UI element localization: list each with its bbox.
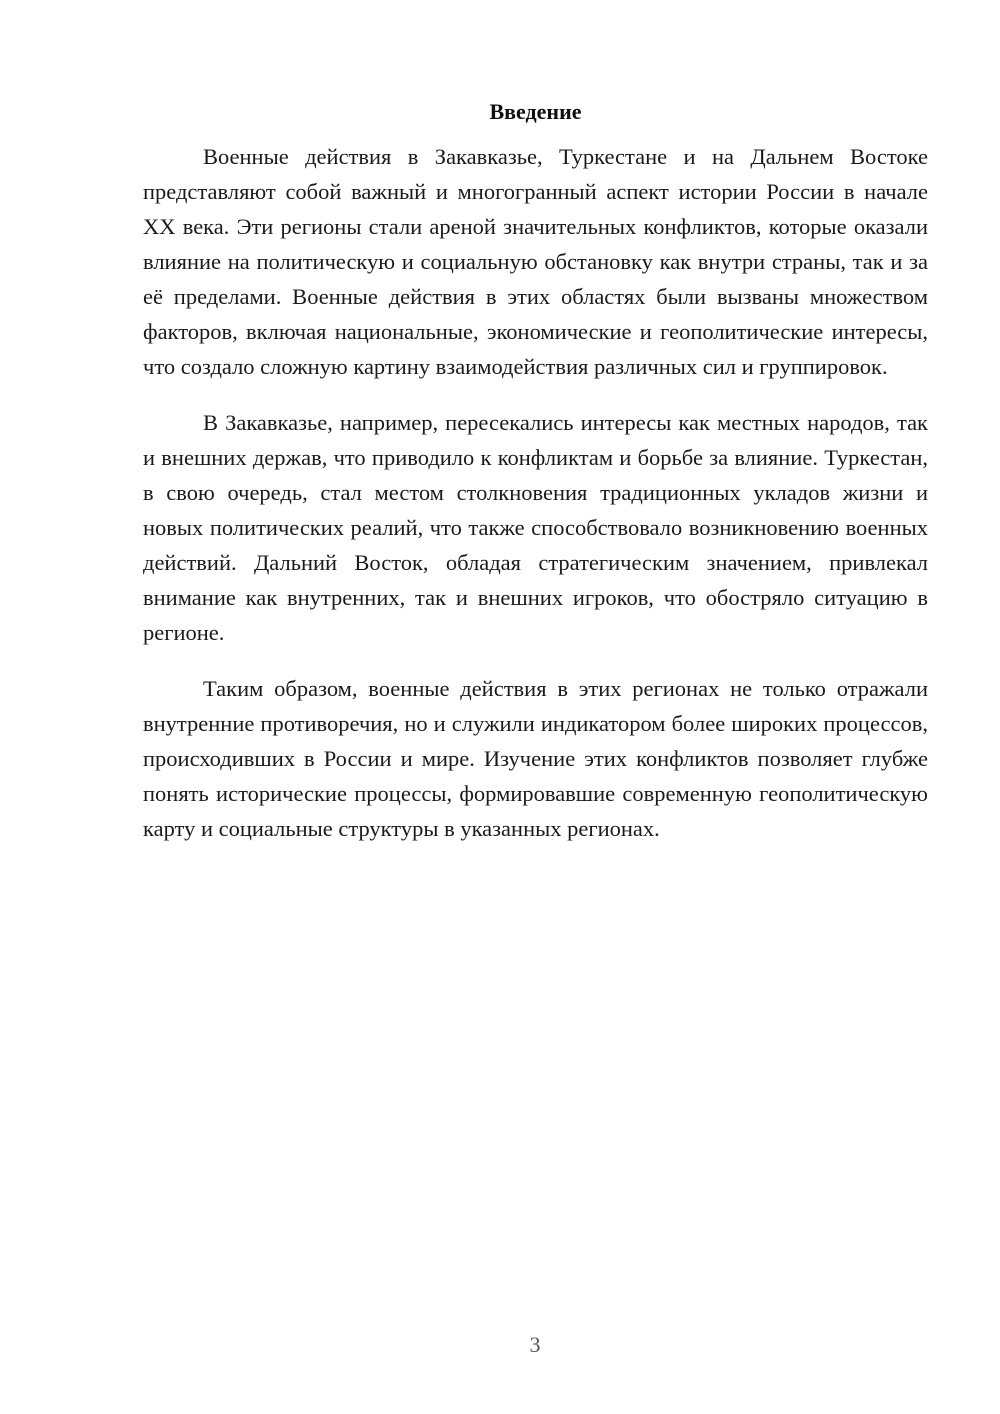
page-title: Введение <box>489 99 582 124</box>
paragraph-1: Военные действия в Закавказье, Туркестане и на Дальнем Востоке представляют собой важный и многогранный аспект истории России в начале XX века. Эти регионы стали ареной значительных конфликтов, которые оказали влияние на политическую и социальную обстановку как внутри страны, так и за её пределами. Военные действия в этих областях были вызваны множеством факторов, включая национальные, экономические и геополитические интересы, что создало сложную картину взаимодействия различных сил и группировок. <box>143 144 928 379</box>
paragraph-3: Таким образом, военные действия в этих регионах не только отражали внутренние противоречия, но и служили индикатором более широких процессов, происходивших в России и мире. Изучение этих конфликтов позволяет глубже понять исторические процессы, формировавшие современную геополитическую карту и социальные структуры в указанных регионах. <box>143 676 928 841</box>
page-content <box>143 94 928 867</box>
paragraph-2: В Закавказье, например, пересекались интересы как местных народов, так и внешних держав, что приводило к конфликтам и борьбе за влияние. Туркестан, в свою очередь, стал местом столкновения традиционных укладов жизни и новых политических реалий, что также способствовало возникновению военных действий. Дальний Восток, обладая стратегическим значением, привлекал внимание как внутренних, так и внешних игроков, что обостряло ситуацию в регионе. <box>143 410 928 645</box>
page-number: 3 <box>529 1332 541 1357</box>
